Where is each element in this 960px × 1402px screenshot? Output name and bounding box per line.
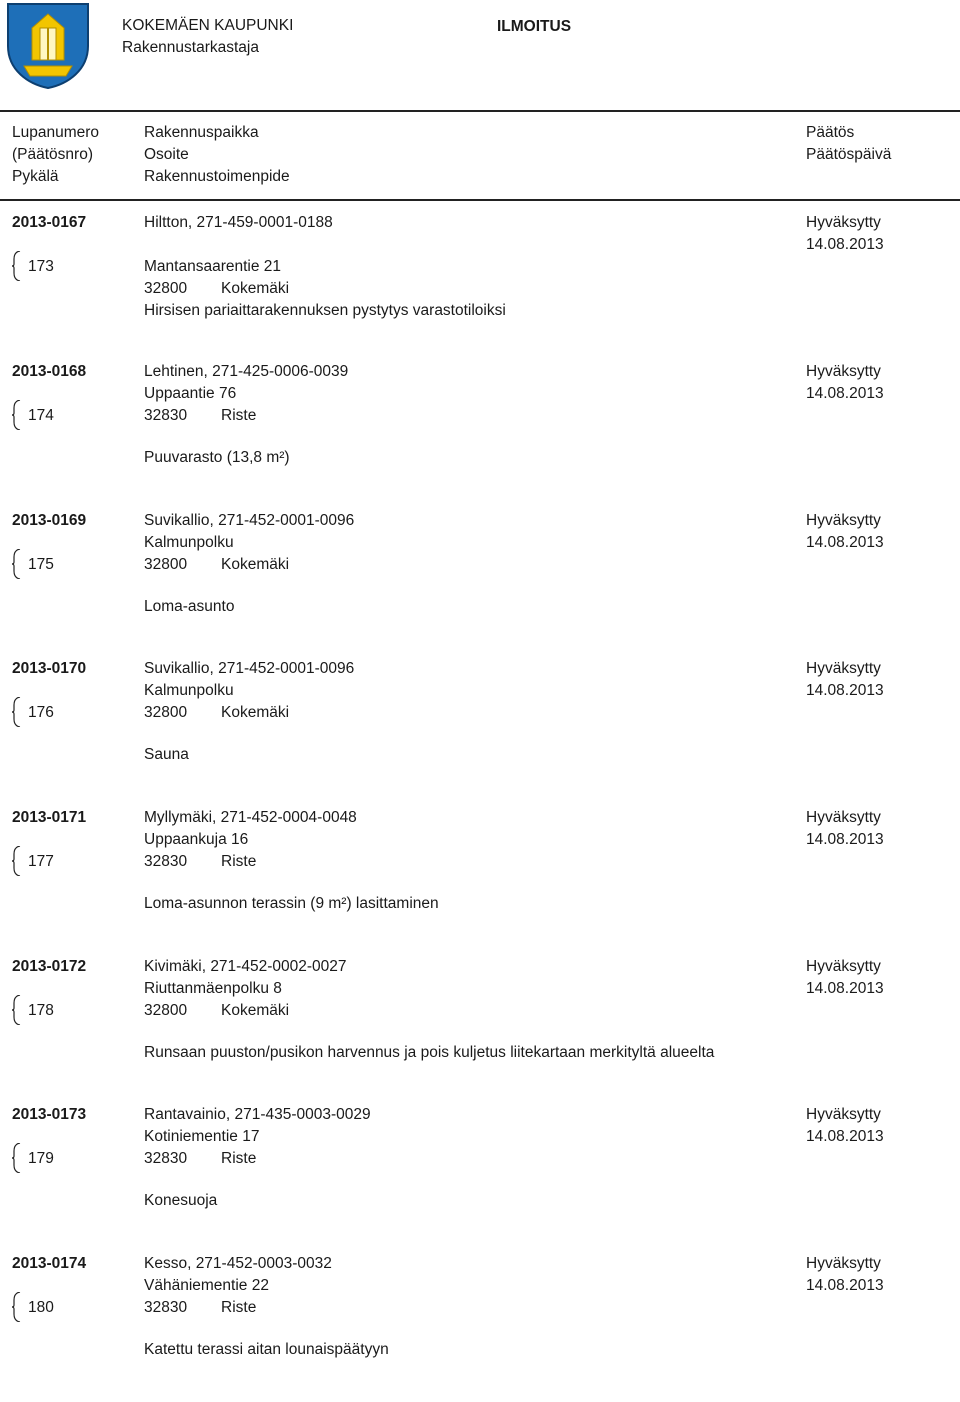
decision-date: 14.08.2013 (806, 682, 884, 699)
col-header-paatos: Päätös (806, 124, 855, 141)
address-postal: 32800 Kokemäki (144, 1002, 290, 1019)
building-measure: Hirsisen pariaittarakennuksen pystytys varastotiloiksi (144, 302, 506, 319)
permit-number: 2013-0171 (12, 809, 87, 826)
building-site: Suvikallio, 271-452-0001-0096 (144, 660, 355, 677)
address-postal: 32830 Riste (144, 853, 257, 870)
address-postal: 32830 Riste (144, 407, 257, 424)
section-bracket-icon (12, 1143, 22, 1173)
section-number: 173 (12, 257, 54, 277)
building-measure: Runsaan puuston/pusikon harvennus ja pois kuljetus liitekartaan merkityltä alueelta (144, 1044, 715, 1061)
section-bracket-icon (12, 400, 22, 430)
decision-date: 14.08.2013 (806, 1277, 884, 1294)
section-bracket-icon (12, 995, 22, 1025)
section-number: 180 (12, 1298, 54, 1318)
section-number: 174 (12, 406, 54, 426)
header-rule (0, 110, 960, 112)
decision: Hyväksytty (806, 1106, 881, 1123)
col-header-paatospaiva: Päätöspäivä (806, 146, 892, 163)
building-site: Kesso, 271-452-0003-0032 (144, 1255, 332, 1272)
document-type: ILMOITUS (497, 18, 572, 35)
decision-date: 14.08.2013 (806, 1128, 884, 1145)
building-measure: Loma-asunnon terassin (9 m²) lasittaminen (144, 895, 439, 912)
section-bracket-icon (12, 251, 22, 281)
building-measure: Konesuoja (144, 1192, 218, 1209)
address-postal: 32800 Kokemäki (144, 280, 290, 297)
permit-number: 2013-0167 (12, 214, 87, 231)
section-number: 179 (12, 1149, 54, 1169)
address-street: Mantansaarentie 21 (144, 258, 282, 275)
address-street: Kalmunpolku (144, 534, 234, 551)
org-department: Rakennustarkastaja (122, 39, 259, 56)
section-number: 175 (12, 555, 54, 575)
address-postal: 32830 Riste (144, 1150, 257, 1167)
section-bracket-icon (12, 1292, 22, 1322)
permit-number: 2013-0173 (12, 1106, 87, 1123)
permit-entry (0, 1254, 960, 1402)
decision: Hyväksytty (806, 214, 881, 231)
building-measure: Sauna (144, 746, 189, 763)
section-bracket-icon (12, 549, 22, 579)
col-header-paatosnro: (Päätösnro) (12, 146, 93, 163)
decision: Hyväksytty (806, 363, 881, 380)
col-header-lupanumero: Lupanumero (12, 124, 100, 141)
column-header-rule (0, 199, 960, 201)
section-number: 178 (12, 1001, 54, 1021)
address-street: Riuttanmäenpolku 8 (144, 980, 282, 997)
permit-number: 2013-0168 (12, 363, 87, 380)
col-header-pykala: Pykälä (12, 168, 59, 185)
permit-entry (0, 659, 960, 807)
address-postal: 32800 Kokemäki (144, 556, 290, 573)
col-header-rakennuspaikka: Rakennuspaikka (144, 124, 259, 141)
address-postal: 32830 Riste (144, 1299, 257, 1316)
permit-entry (0, 213, 960, 361)
address-street: Kalmunpolku (144, 682, 234, 699)
permit-number: 2013-0172 (12, 958, 87, 975)
decision-date: 14.08.2013 (806, 831, 884, 848)
permit-entry (0, 362, 960, 510)
decision: Hyväksytty (806, 512, 881, 529)
building-site: Rantavainio, 271-435-0003-0029 (144, 1106, 371, 1123)
section-bracket-icon (12, 846, 22, 876)
building-site: Hiltton, 271-459-0001-0188 (144, 214, 333, 231)
permit-entry (0, 1105, 960, 1253)
address-street: Uppaankuja 16 (144, 831, 249, 848)
permit-number: 2013-0170 (12, 660, 87, 677)
section-number: 176 (12, 703, 54, 723)
org-name: KOKEMÄEN KAUPUNKI (122, 17, 294, 34)
section-number: 177 (12, 852, 54, 872)
col-header-osoite: Osoite (144, 146, 189, 163)
permit-number: 2013-0174 (12, 1255, 87, 1272)
address-street: Vähäniementie 22 (144, 1277, 269, 1294)
permit-number: 2013-0169 (12, 512, 87, 529)
address-street: Uppaantie 76 (144, 385, 237, 402)
building-measure: Puuvarasto (13,8 m²) (144, 449, 290, 466)
decision-date: 14.08.2013 (806, 236, 884, 253)
decision-date: 14.08.2013 (806, 980, 884, 997)
building-site: Lehtinen, 271-425-0006-0039 (144, 363, 349, 380)
permit-entry (0, 511, 960, 659)
building-site: Myllymäki, 271-452-0004-0048 (144, 809, 357, 826)
permit-entry (0, 808, 960, 956)
building-site: Suvikallio, 271-452-0001-0096 (144, 512, 355, 529)
address-postal: 32800 Kokemäki (144, 704, 290, 721)
decision: Hyväksytty (806, 1255, 881, 1272)
building-measure: Loma-asunto (144, 598, 235, 615)
building-site: Kivimäki, 271-452-0002-0027 (144, 958, 347, 975)
building-measure: Katettu terassi aitan lounaispäätyyn (144, 1341, 389, 1358)
decision: Hyväksytty (806, 958, 881, 975)
col-header-rakennustoimenpide: Rakennustoimenpide (144, 168, 290, 185)
address-street: Kotiniementie 17 (144, 1128, 260, 1145)
decision-date: 14.08.2013 (806, 534, 884, 551)
decision: Hyväksytty (806, 660, 881, 677)
coat-of-arms-logo (6, 2, 90, 90)
decision: Hyväksytty (806, 809, 881, 826)
section-bracket-icon (12, 697, 22, 727)
permit-entry (0, 957, 960, 1105)
decision-date: 14.08.2013 (806, 385, 884, 402)
